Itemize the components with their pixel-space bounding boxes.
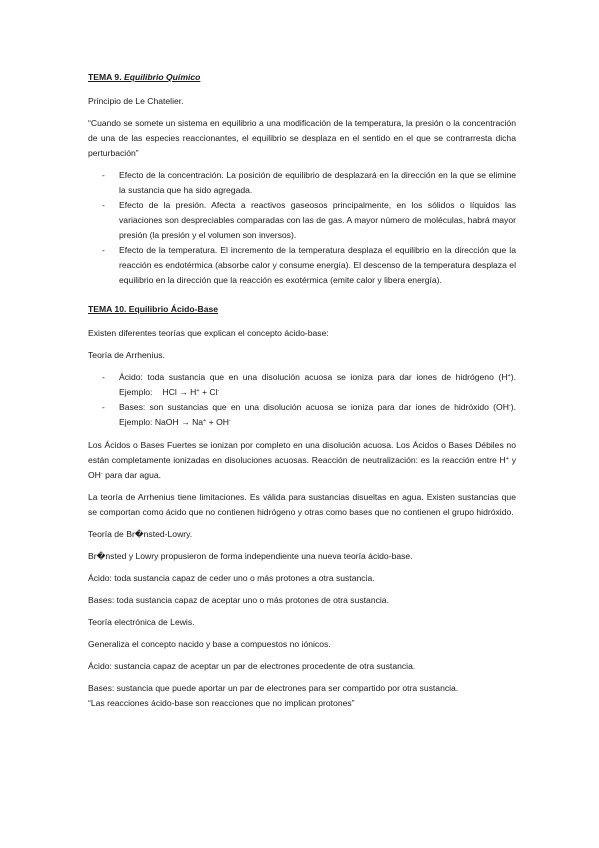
strong-weak-text: Los Ácidos o Bases Fuertes se ionizan por completo en una disolución acuosa. Los Ácidos o Bases Débiles no están completamente ionizadas en disoluciones acuosas. Reacción de neutralización: es la reacción entre H: [88, 440, 516, 465]
acid-example-label: ). Ejemplo:: [119, 372, 516, 397]
strong-weak-text: y OH: [88, 455, 517, 480]
lewis-general: Generaliza el concepto nacido y base a compuestos no iónicos.: [88, 639, 331, 649]
superscript: -: [100, 471, 103, 477]
lewis-base: Bases: sustancia que puede aportar un par de electrones para ser compartido por otra sustancia.: [88, 683, 459, 693]
bronsted-acid: Ácido: toda sustancia capaz de ceder uno o más protones a otra sustancia.: [88, 573, 375, 583]
acid-example: HCl → H: [162, 387, 197, 397]
le-chatelier-title: Principio de Le Chatelier.: [88, 96, 184, 106]
acid-example-superscript: +: [196, 388, 200, 394]
lewis-quote: “Las reacciones ácido-base son reacciones que no implican protones”: [88, 698, 355, 708]
superscript: +: [505, 456, 509, 462]
lewis-acid: Ácido: sustancia capaz de aceptar un par de electrones procedente de otra sustancia.: [88, 661, 416, 671]
lewis-title: Teoría electrónica de Lewis.: [88, 617, 195, 627]
base-example: ). Ejemplo: NaOH → Na: [119, 402, 516, 427]
arrhenius-list: [88, 370, 516, 430]
tema10-intro: Existen diferentes teorías que explican el concepto ácido-base:: [88, 328, 329, 338]
le-chatelier-quote: “Cuando se somete un sistema en equilibrio a una modificación de la temperatura, la presión o la concentración de una de las especies reaccionantes, el equilibrio se desplaza en el sentido en el que se contrarresta dicha perturbación”: [88, 118, 516, 158]
tema9-heading-label: TEMA 9.: [88, 72, 124, 82]
list-item: - Efecto de la presión. Afecta a reactivos gaseosos principalmente, en los sólidos o líquidos las variaciones son despreciables comparadas con las de gas. A mayor número de moléculas, habrá mayor presión (la presión y el volumen son inversos).: [88, 198, 516, 243]
limitations-paragraph: La teoría de Arrhenius tiene limitaciones. Es válida para sustancias disueltas en agua. Existen sustancias que se comportan como ácido que no contienen hidrógeno y otras como bases que no contienen el grupo hidróxido.: [88, 492, 516, 517]
base-example-rest: + OH: [206, 417, 229, 427]
tema10-heading: TEMA 10. Equilibrio Ácido-Base: [88, 304, 219, 314]
acid-superscript: +: [507, 373, 511, 379]
effects-list: [88, 168, 516, 288]
list-item: - Efecto de la concentración. La posición de equilibrio de desplazará en la dirección en la que se elimine la sustancia que ha sido agregada.: [88, 168, 516, 198]
base-example-superscript: -: [228, 418, 231, 424]
acid-example-superscript: -: [217, 388, 220, 394]
bronsted-title: Teoría de Br�nsted-Lowry.: [88, 529, 193, 539]
arrhenius-title: Teoría de Arrhenius.: [88, 350, 165, 360]
strong-weak-paragraph: [88, 438, 516, 483]
document-page: [88, 70, 516, 711]
acid-example-rest: + Cl: [199, 387, 218, 397]
bronsted-description: Br�nsted y Lowry propusieron de forma independiente una nueva teoría ácido-base.: [88, 551, 413, 561]
bronsted-base: Bases: toda sustancia capaz de aceptar uno o más protones de otra sustancia.: [88, 595, 389, 605]
list-item: [88, 370, 516, 400]
acid-definition: Ácido: toda sustancia que en una disolución acuosa se ioniza para dar iones de hidrógeno (H: [119, 372, 508, 382]
tema9-heading-title: Equilibrio Químico: [123, 72, 201, 82]
strong-weak-text: para dar agua.: [102, 470, 162, 480]
list-item: [88, 400, 516, 430]
base-superscript: -: [508, 403, 511, 409]
base-definition: Bases: son sustancias que en una disolución acuosa se ioniza para dar iones de hidróxido (OH: [119, 402, 509, 412]
base-example-superscript: +: [203, 418, 207, 424]
tema9-heading: [88, 70, 516, 85]
list-item: - Efecto de la temperatura. El incremento de la temperatura desplaza el equilibrio en la dirección que la reacción es endotérmica (absorbe calor y consume energía). El descenso de la temperatura desplaza el equilibrio en la dirección que la reacción es exotérmica (emite calor y libera energía).: [88, 243, 516, 288]
